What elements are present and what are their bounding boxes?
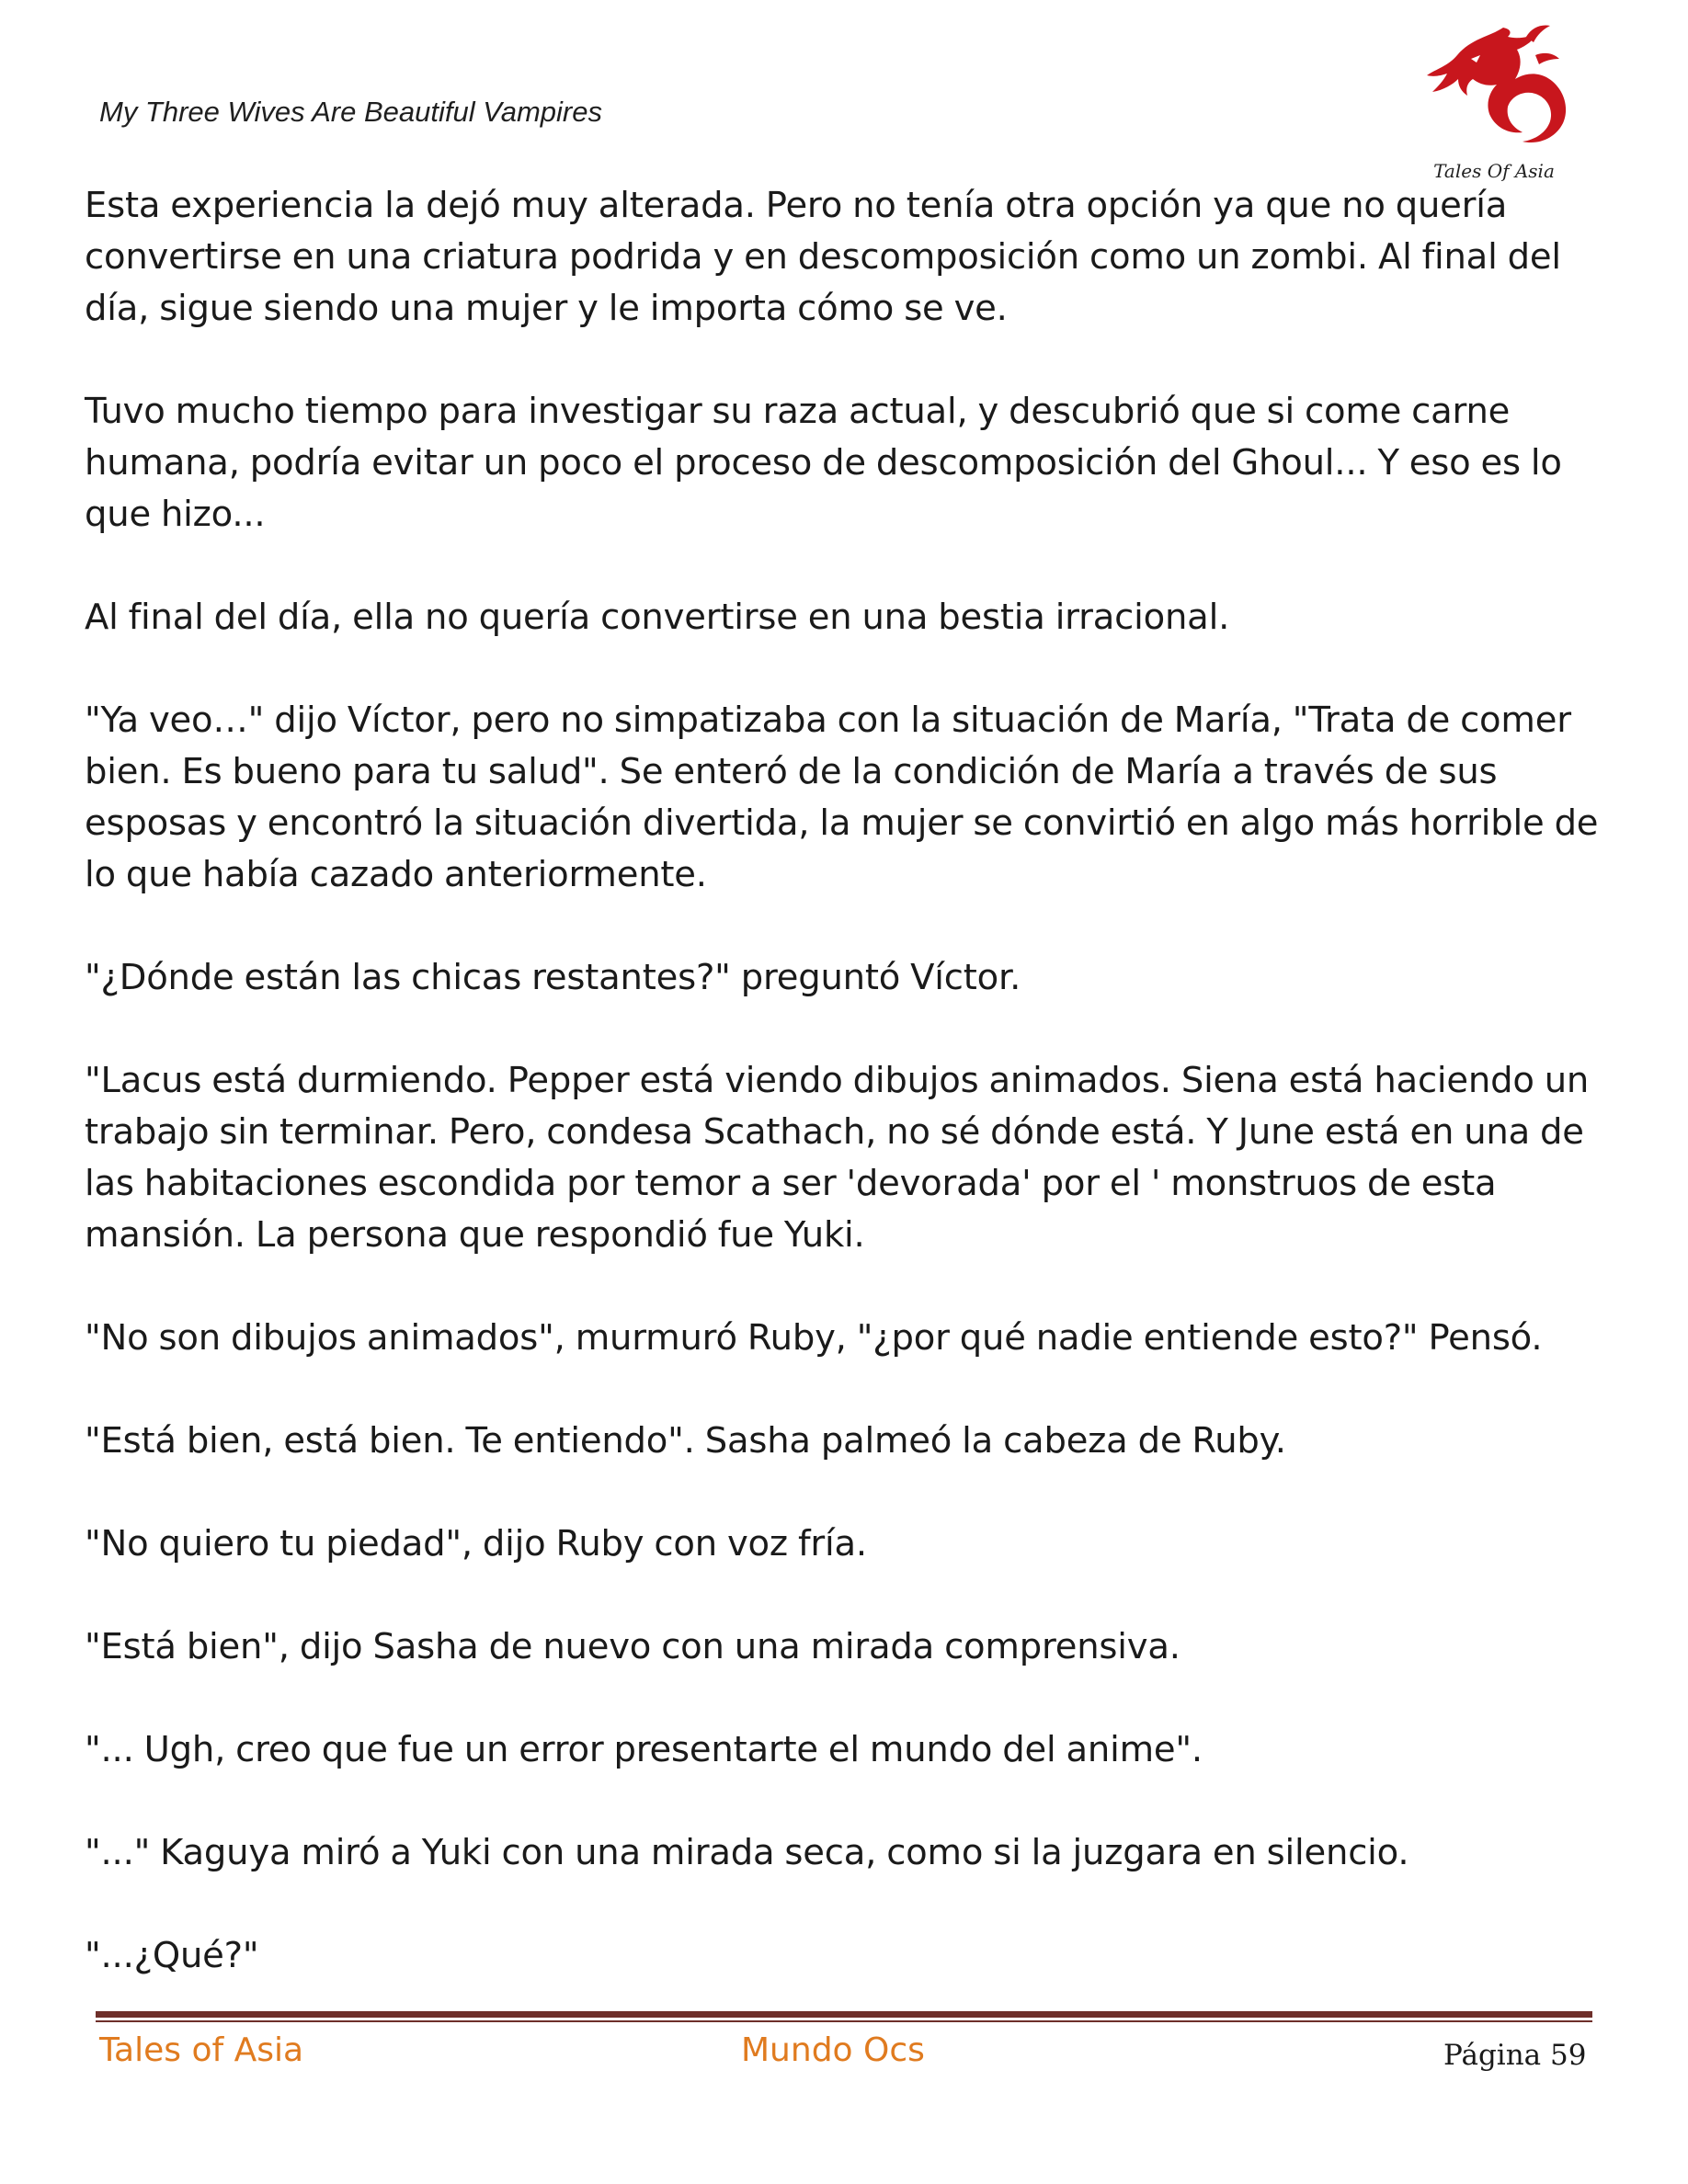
logo-text: Tales Of Asia [1433,160,1555,182]
paragraph: "...¿Qué?" [85,1935,259,1976]
footer-section-name: Mundo Ocs [741,2031,925,2069]
footer-divider-thin [96,2020,1592,2022]
page-number: Página 59 [1443,2039,1587,2072]
paragraph: "Está bien", dijo Sasha de nuevo con una mirada comprensiva. [85,1626,1180,1667]
chapter-body [85,180,1620,2033]
paragraph: "Lacus está durmiendo. Pepper está viendo dibujos animados. Siena está haciendo un trabajo sin terminar. Pero, condesa Scathach, no sé dónde está. Y June está en una de las habitaciones escondida por temor a ser 'devorada' por el ' monstruos de esta mansión. La persona que respondió fue Yuki. [85,1060,1590,1256]
paragraph: "¿Dónde están las chicas restantes?" preguntó Víctor. [85,957,1021,998]
tales-of-asia-logo [1416,18,1572,182]
paragraph: "..." Kaguya miró a Yuki con una mirada seca, como si la juzgara en silencio. [85,1832,1409,1873]
paragraph: "... Ugh, creo que fue un error presentarte el mundo del anime". [85,1729,1203,1770]
paragraph: Tuvo mucho tiempo para investigar su raza actual, y descubrió que si come carne humana, podría evitar un poco el proceso de descomposición del Ghoul... Y eso es lo que hizo... [85,391,1562,535]
footer-divider [96,2011,1592,2018]
paragraph: Al final del día, ella no quería convertirse en una bestia irracional. [85,597,1230,638]
red-dragon-icon [1416,18,1572,156]
paragraph: "Ya veo…" dijo Víctor, pero no simpatizaba con la situación de María, "Trata de comer bien. Es bueno para tu salud". Se enteró de la condición de María a través de sus esposas y encontró la situación divertida, la mujer se convirtió en algo más horrible de lo que había cazado anteriormente. [85,700,1599,895]
paragraph: "No quiero tu piedad", dijo Ruby con voz fría. [85,1523,867,1564]
paragraph: Esta experiencia la dejó muy alterada. Pero no tenía otra opción ya que no quería convertirse en una criatura podrida y en descomposición como un zombi. Al final del día, sigue siendo una mujer y le importa cómo se ve. [85,185,1561,329]
paragraph: "Está bien, está bien. Te entiendo". Sasha palmeó la cabeza de Ruby. [85,1420,1286,1462]
header-title: My Three Wives Are Beautiful Vampires [99,96,602,128]
paragraph: "No son dibujos animados", murmuró Ruby, "¿por qué nadie entiende esto?" Pensó. [85,1317,1543,1359]
footer-site-name: Tales of Asia [99,2031,304,2069]
